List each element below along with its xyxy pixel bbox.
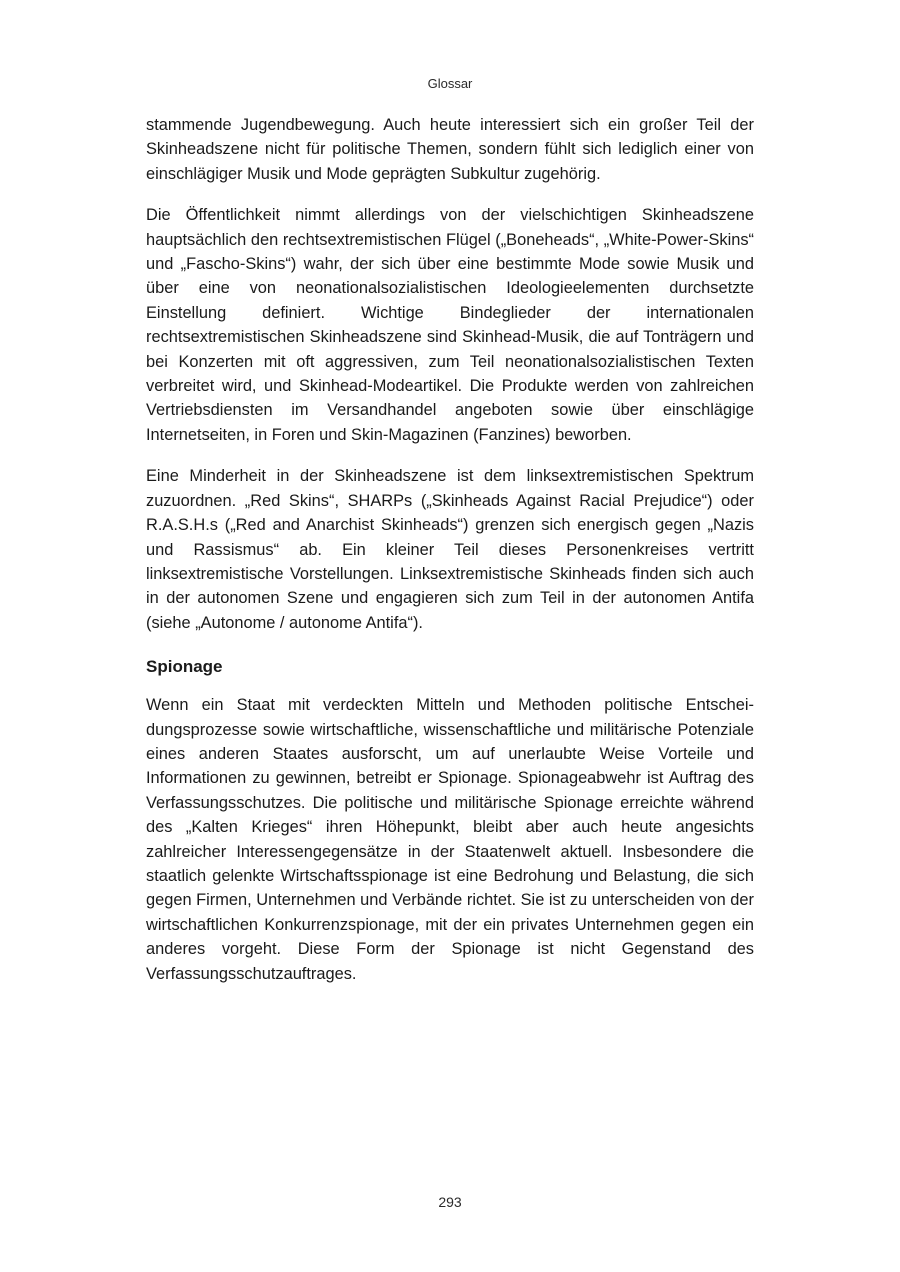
- running-head: Glossar: [427, 76, 473, 91]
- page-number: 293: [438, 1194, 462, 1210]
- paragraph-skinheads-continuation: stammende Jugendbewegung. Auch heute interessiert sich ein großer Teil der Skinheadszene nicht für politische Themen, sondern fühlt sich lediglich einer von einschlägiger Musik und Mode geprägten Subkultur zugehörig.: [146, 116, 754, 183]
- paragraph-skinheads-right-wing: Die Öffentlichkeit nimmt allerdings von der vielschichtigen Skinheadszene hauptsächlich den rechtsextremistischen Flügel („Boneheads“, „White-Power-Skins“ und „Fascho-Skins“) wahr, der sich über eine bestimmte Mode sowie Musik und über eine von neonationalsozialistischen Ideologieelementen durchsetzte Einstellung definiert. Wichtige Bindeglieder der internationalen rechtsextremistischen Skinheadszene sind Skinhead-Musik, die auf Tonträgern und bei Konzerten mit oft aggressiven, zum Teil neonationalsozialistischen Texten verbreitet wird, und Skinhead-Modeartikel. Die Produkte werden von zahlreichen Vertriebsdiensten im Versandhandel angeboten sowie über einschlägige Internetseiten, in Foren und Skin-Magazinen (Fanzines) beworben.: [146, 206, 754, 444]
- paragraph-skinheads-left-wing: Eine Minderheit in der Skinheadszene ist dem linksextremistischen Spektrum zuzuordnen. „Red Skins“, SHARPs („Skinheads Against Racial Prejudice“) oder R.A.S.H.s („Red and Anarchist Skinheads“) grenzen sich energisch gegen „Nazis und Rassismus“ ab. Ein kleiner Teil dieses Personenkreises vertritt linksextremistische Vorstellungen. Linksextremistische Skinheads finden sich auch in der autonomen Szene und engagieren sich zum Teil in der autonomen Antifa (siehe „Autonome / autonome Antifa“).: [146, 467, 754, 632]
- paragraph-spionage: Wenn ein Staat mit verdeckten Mitteln und Methoden politische Entscheidungsprozesse sowie wirtschaftliche, wissenschaftliche und militärische Potenziale eines anderen Staates ausforscht, um auf unerlaubte Weise Vorteile und Informationen zu gewinnen, betreibt er Spionage. Spionageabwehr ist Auftrag des Verfassungsschutzes. Die politische und militärische Spionage erreichte während des „Kalten Krieges“ ihren Höhepunkt, bleibt aber auch heute angesichts zahlreicher Interessengegensätze in der Staatenwelt aktuell. Insbesondere die staatlich gelenkte Wirtschaftsspionage ist eine Bedrohung und Belastung, die sich gegen Firmen, Unternehmen und Verbände richtet. Sie ist zu unterscheiden von der wirtschaftlichen Konkurrenzspionage, mit der ein privates Unternehmen gegen ein anderes vorgeht. Diese Form der Spionage ist nicht Gegenstand des Verfassungsschutzauftrages.: [146, 696, 754, 983]
- body-text: [146, 113, 754, 1003]
- section-heading-spionage: Spionage: [146, 657, 223, 677]
